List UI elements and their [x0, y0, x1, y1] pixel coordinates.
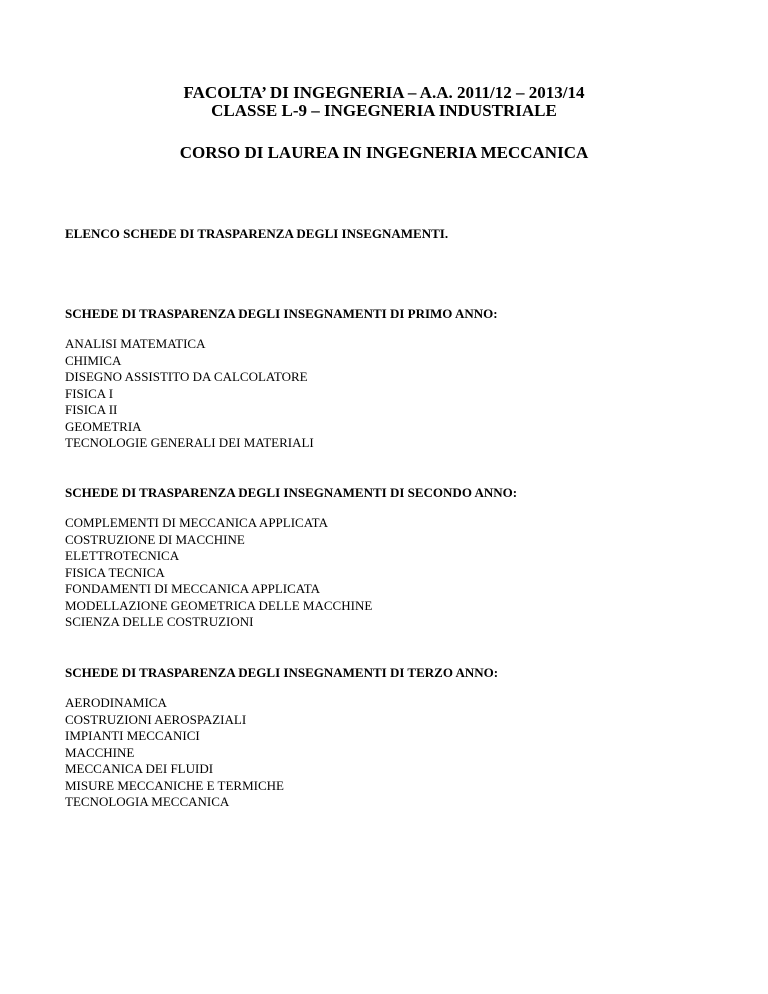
course-item: FONDAMENTI DI MECCANICA APPLICATA	[65, 581, 321, 596]
document-heading: ELENCO SCHEDE DI TRASPARENZA DEGLI INSEGNAMENTI.	[65, 226, 449, 241]
course-item: ANALISI MATEMATICA	[65, 336, 206, 351]
course-list	[65, 695, 745, 811]
degree-course-title: CORSO DI LAUREA IN INGEGNERIA MECCANICA	[179, 143, 589, 162]
course-item: MACCHINE	[65, 744, 135, 760]
course-item: TECNOLOGIE GENERALI DEI MATERIALI	[65, 435, 314, 450]
course-item: SCIENZA DELLE COSTRUZIONI	[65, 614, 254, 629]
document-header	[0, 84, 768, 162]
course-item: MISURE MECCANICHE E TERMICHE	[65, 777, 284, 793]
course-item: MECCANICA DEI FLUIDI	[65, 761, 214, 776]
course-item: ELETTROTECNICA	[65, 548, 180, 563]
course-item: AERODINAMICA	[65, 695, 167, 710]
course-list	[65, 336, 745, 452]
first-year-section	[65, 306, 745, 452]
course-item: IMPIANTI MECCANICI	[65, 728, 200, 743]
second-year-section	[65, 485, 745, 631]
course-item: FISICA I	[65, 385, 114, 401]
course-item: FISICA TECNICA	[65, 564, 165, 580]
third-year-section	[65, 665, 745, 811]
course-item: MODELLAZIONE GEOMETRICA DELLE MACCHINE	[65, 597, 373, 613]
section-heading: SCHEDE DI TRASPARENZA DEGLI INSEGNAMENTI DI PRIMO ANNO:	[65, 306, 498, 321]
course-item: DISEGNO ASSISTITO DA CALCOLATORE	[65, 369, 308, 384]
class-subtitle: CLASSE L-9 – INGEGNERIA INDUSTRIALE	[211, 101, 557, 120]
course-item: COSTRUZIONE DI MACCHINE	[65, 531, 245, 547]
course-item: TECNOLOGIA MECCANICA	[65, 794, 230, 809]
course-item: CHIMICA	[65, 352, 122, 368]
faculty-title: FACOLTA’ DI INGEGNERIA – A.A. 2011/12 – 2013/14	[183, 83, 585, 102]
course-item: FISICA II	[65, 402, 118, 417]
section-heading: SCHEDE DI TRASPARENZA DEGLI INSEGNAMENTI DI SECONDO ANNO:	[65, 485, 518, 500]
course-list	[65, 515, 745, 631]
section-heading: SCHEDE DI TRASPARENZA DEGLI INSEGNAMENTI DI TERZO ANNO:	[65, 665, 499, 680]
course-item: COMPLEMENTI DI MECCANICA APPLICATA	[65, 515, 328, 530]
course-item: COSTRUZIONI AEROSPAZIALI	[65, 711, 247, 727]
course-item: GEOMETRIA	[65, 418, 142, 434]
